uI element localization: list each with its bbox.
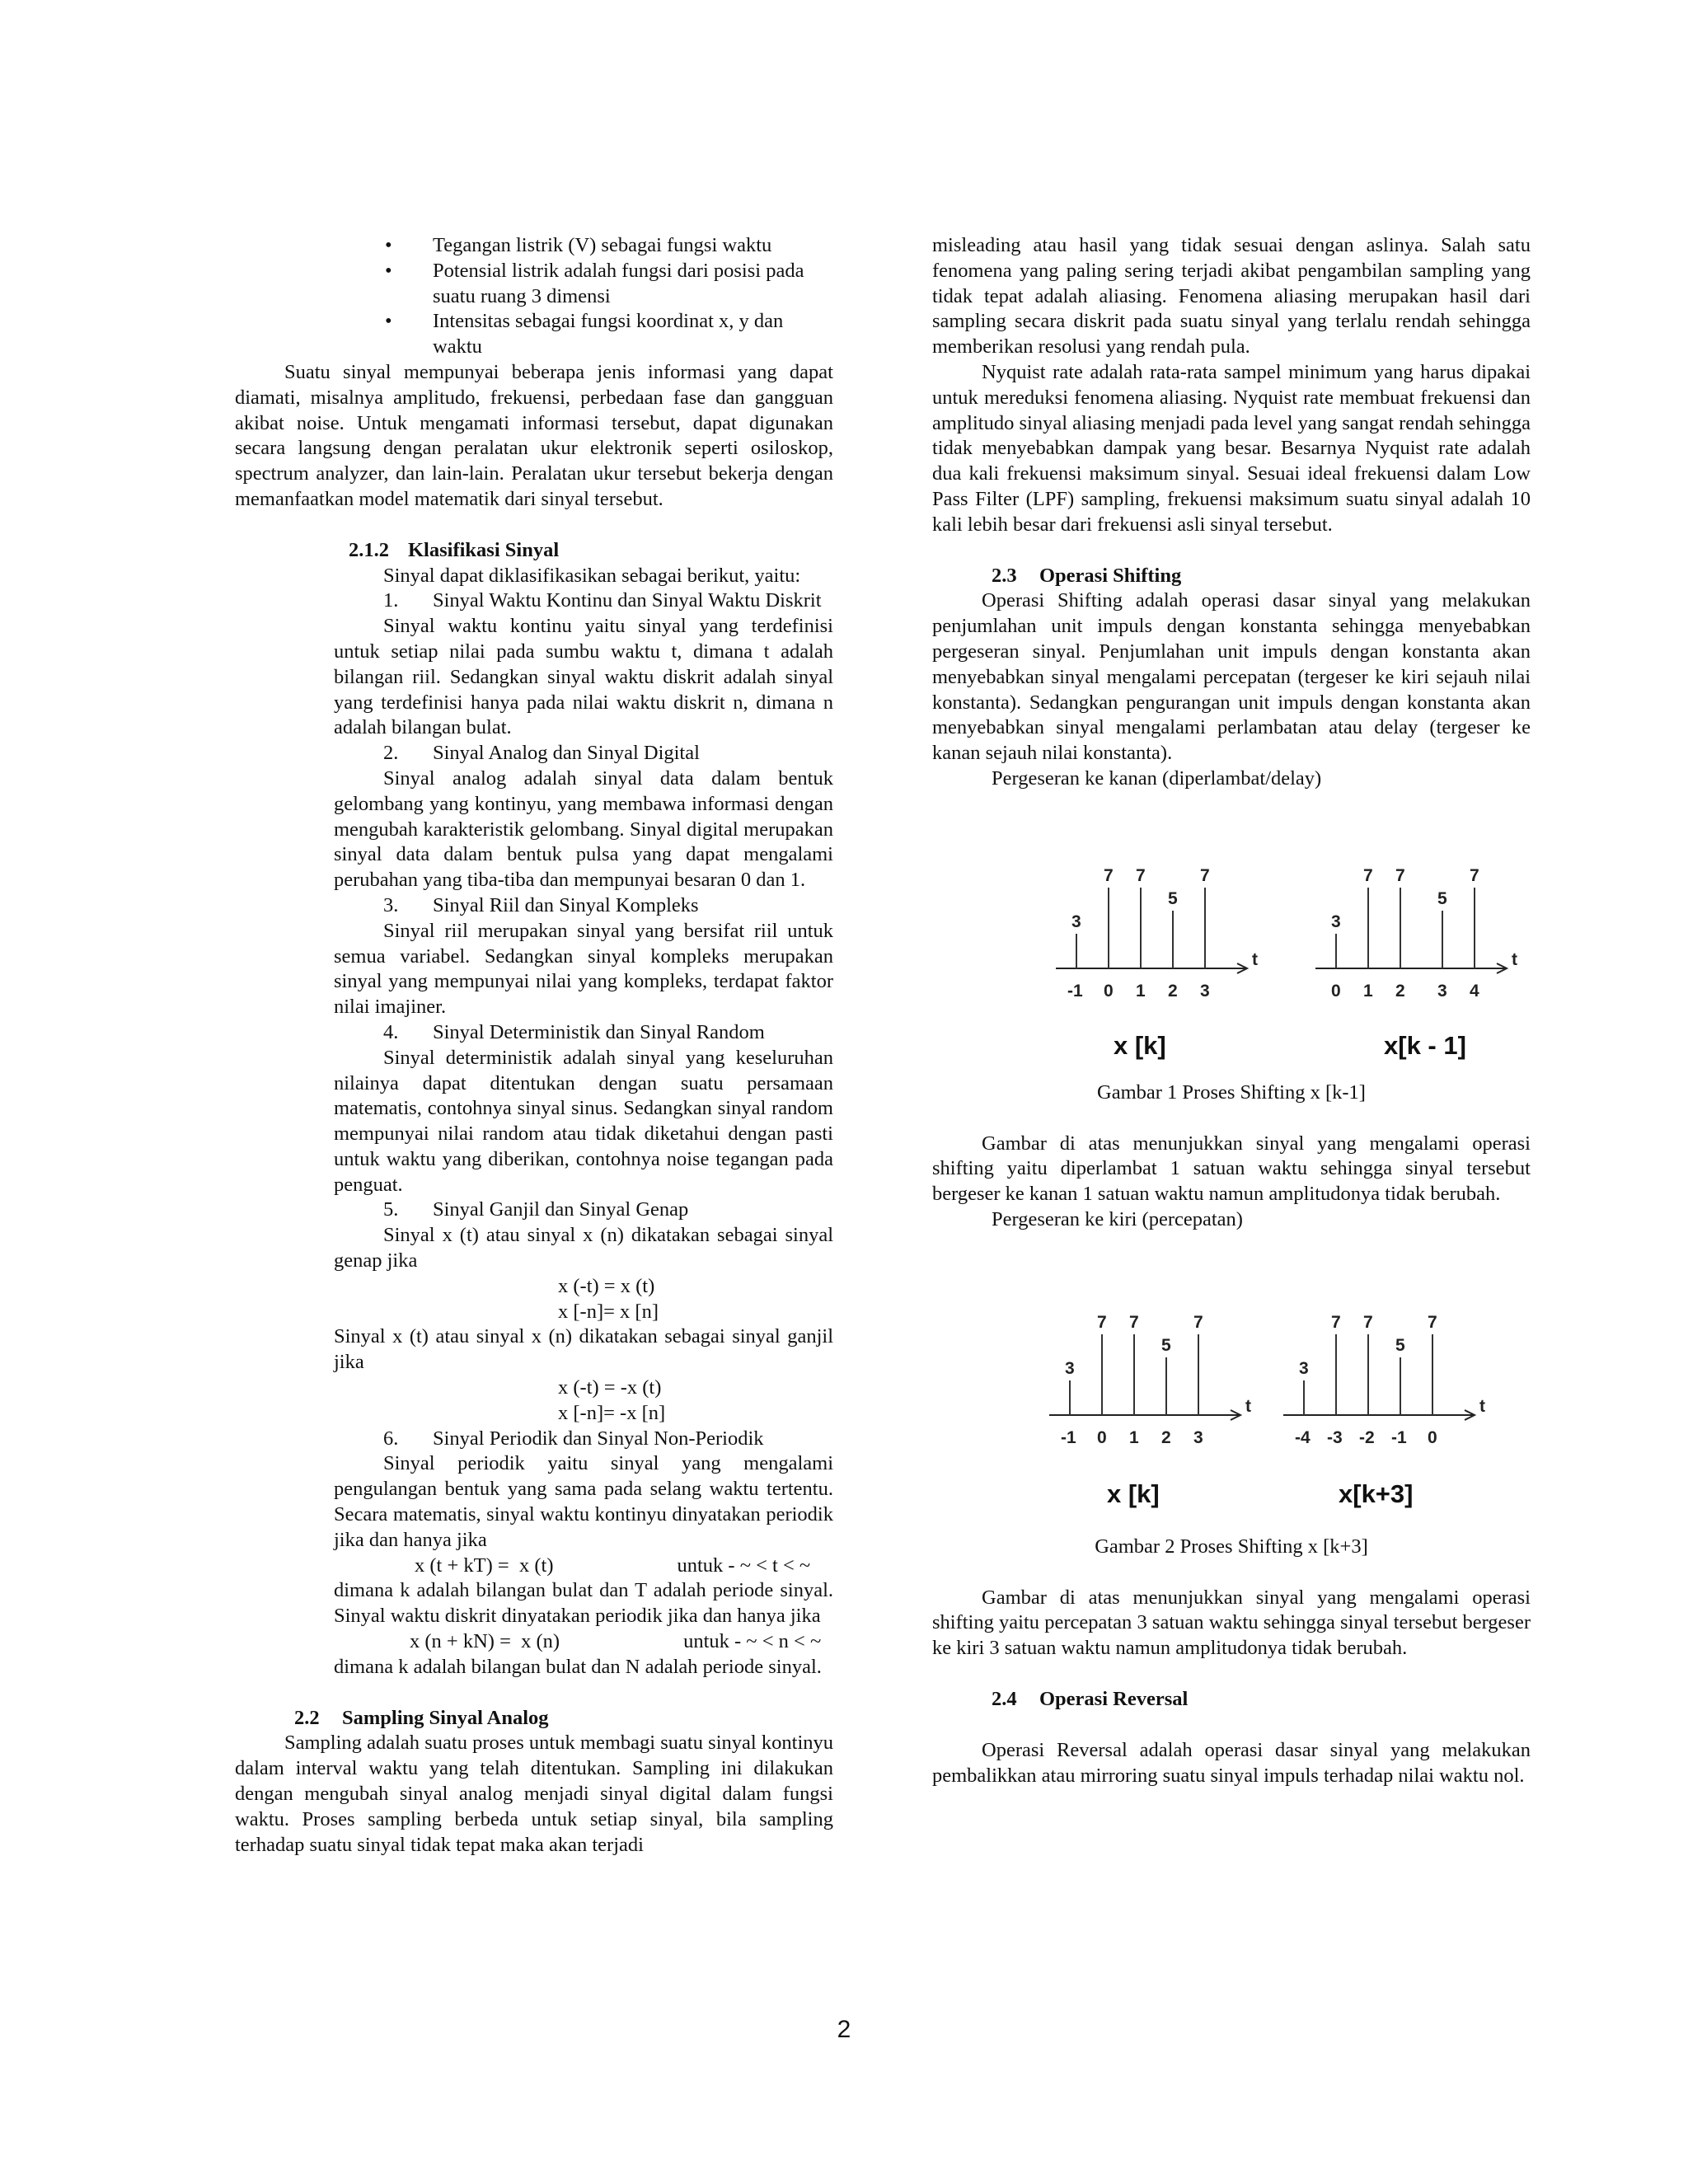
stem-value-label: 7 <box>1136 865 1146 885</box>
tick-label: 0 <box>1097 1427 1107 1447</box>
equation: x (-t) = -x (t) <box>558 1376 662 1399</box>
stem-value-label: 7 <box>1428 1312 1437 1332</box>
tick-label: 0 <box>1331 981 1341 1001</box>
list-item-body: Sinyal riil merupakan sinyal yang bersifat riil untuk semua variabel. Sedangkan sinyal kompleks merupakan sinyal yang mempunyai nilai yang kompleks, terdapat faktor nilai imajiner. <box>334 919 833 1019</box>
chart-title: x[k+3] <box>1339 1479 1414 1508</box>
stem-value-label: 3 <box>1065 1358 1075 1378</box>
tick-label: 3 <box>1437 981 1447 1001</box>
bullet-item: • Intensitas sebagai fungsi koordinat x, y dan waktu <box>385 310 784 359</box>
list-item-title: 1. Sinyal Waktu Kontinu dan Sinyal Waktu Diskrit <box>383 589 822 612</box>
stem-value-label: 5 <box>1168 888 1178 908</box>
section-heading-2-4: 2.4 Operasi Reversal <box>992 1687 1189 1710</box>
chart-title: x [k] <box>1114 1030 1166 1060</box>
left-column <box>235 233 833 1858</box>
stem-value-label: 3 <box>1331 912 1341 931</box>
stem-value-label: 7 <box>1363 1312 1373 1332</box>
tick-label: -2 <box>1359 1427 1375 1447</box>
equation: x [-n]= -x [n] <box>558 1401 666 1424</box>
chart-title: x[k - 1] <box>1384 1030 1466 1060</box>
list-item-title: 5. Sinyal Ganjil dan Sinyal Genap <box>383 1198 689 1221</box>
figure-2 <box>932 1233 1531 1535</box>
list-item-title: 2. Sinyal Analog dan Sinyal Digital <box>383 742 700 765</box>
list-item-body: Sinyal deterministik adalah sinyal yang keseluruhan nilainya dapat ditentukan dengan suatu persamaan matematis, contohnya sinyal sinus. Sedangkan sinyal random mempunyai nilai random atau tidak diketahui dengan pasti untuk waktu yang diberikan, contohnya noise tegangan pada penguat. <box>334 1046 833 1196</box>
equation: x (-t) = x (t) <box>558 1274 655 1297</box>
chart-title: x [k] <box>1107 1479 1160 1508</box>
list-item-title: 6. Sinyal Periodik dan Sinyal Non-Periodik <box>383 1427 764 1450</box>
section-heading-2-2: 2.2 Sampling Sinyal Analog <box>294 1706 549 1729</box>
periodic-text: Sinyal periodik yaitu sinyal yang mengalami pengulangan bentuk yang sama pada selang waktu tertentu. Secara matematis, sinyal waktu kontinyu dinyatakan periodik jika dan hanya jika <box>334 1452 833 1551</box>
even-signal-text: Sinyal x (t) atau sinyal x (n) dikatakan sebagai sinyal genap jika <box>334 1224 833 1272</box>
periodic-text-2: dimana k adalah bilangan bulat dan T adalah periode sinyal. Sinyal waktu diskrit dinyatakan periodik jika dan hanya jika <box>334 1579 833 1628</box>
stem-value-label: 5 <box>1437 888 1447 908</box>
stem-value-label: 7 <box>1193 1312 1203 1332</box>
stem-value-label: 7 <box>1097 1312 1107 1332</box>
tick-label: 2 <box>1161 1427 1171 1447</box>
tick-label: 1 <box>1363 981 1373 1001</box>
axis-label: t <box>1245 1396 1251 1416</box>
stem-chart <box>1056 866 1258 1060</box>
list-item-body: Sinyal waktu kontinu yaitu sinyal yang terdefinisi untuk setiap nilai pada sumbu waktu t, dimana t adalah bilangan riil. Sedangkan sinyal waktu diskrit adalah sinyal yang terdefinisi hanya pada nilai waktu diskrit n, dimana n adalah bilangan bulat. <box>334 615 833 739</box>
equation: x (t + kT) = x (t) untuk - ~ < t < ~ <box>415 1554 811 1577</box>
tick-label: 2 <box>1168 981 1178 1001</box>
equation: x [-n]= x [n] <box>558 1300 659 1323</box>
odd-signal-text: Sinyal x (t) atau sinyal x (n) dikatakan sebagai sinyal ganjil jika <box>334 1325 833 1374</box>
stem-value-label: 5 <box>1161 1335 1171 1355</box>
stem-chart <box>1049 1313 1251 1508</box>
stem-chart <box>1315 866 1517 1060</box>
tick-label: -1 <box>1391 1427 1407 1447</box>
page-number: 2 <box>837 2016 851 2043</box>
tick-label: 3 <box>1200 981 1210 1001</box>
periodic-text-3: dimana k adalah bilangan bulat dan N adalah periode sinyal. <box>334 1655 822 1678</box>
figure-1 <box>932 792 1531 1080</box>
axis-label: t <box>1479 1396 1485 1416</box>
stem-value-label: 5 <box>1395 1335 1405 1355</box>
shifting-paragraph: Operasi Shifting adalah operasi dasar sinyal yang melakukan penjumlahan unit impuls dengan konstanta sehingga menyebabkan pergeseran sinyal. Penjumlahan unit impuls dengan konstanta akan menyebabkan sinyal mengalami percepatan (tergeser ke kiri sejauh nilai konstanta). Sedangkan pengurangan unit impuls dengan konstanta akan menyebabkan sinyal mengalami perlambatan atau delay (tergeser ke kanan sejauh nilai konstanta). <box>932 589 1531 765</box>
tick-label: 1 <box>1136 981 1146 1001</box>
equation: x (n + kN) = x (n) untuk - ~ < n < ~ <box>410 1630 822 1653</box>
tick-label: -1 <box>1067 981 1083 1001</box>
continued-paragraph: misleading atau hasil yang tidak sesuai dengan aslinya. Salah satu fenomena yang paling sering terjadi akibat pengambilan sampling yang tidak tepat adalah aliasing. Fenomena aliasing merupakan hasil dari sampling secara diskrit pada suatu sinyal yang terlalu rendah sehingga memberikan resolusi yang rendah pula. <box>932 234 1531 359</box>
tick-label: 3 <box>1193 1427 1203 1447</box>
stem-chart <box>1283 1313 1485 1508</box>
stem-value-label: 3 <box>1071 912 1081 931</box>
tick-label: -1 <box>1061 1427 1076 1447</box>
stem-value-label: 7 <box>1331 1312 1341 1332</box>
figure-1-paragraph: Gambar di atas menunjukkan sinyal yang mengalami operasi shifting yaitu diperlambat 1 satuan waktu sehingga sinyal tersebut bergeser ke kanan 1 satuan waktu namun amplitudonya tidak berubah. <box>932 1132 1531 1206</box>
reversal-paragraph: Operasi Reversal adalah operasi dasar sinyal yang melakukan pembalikkan atau mirroring suatu sinyal impuls terhadap nilai waktu nol. <box>932 1738 1531 1787</box>
classification-intro: Sinyal dapat diklasifikasikan sebagai berikut, yaitu: <box>383 564 801 587</box>
stem-value-label: 7 <box>1395 865 1405 885</box>
section-heading-2-3: 2.3 Operasi Shifting <box>992 564 1182 587</box>
section-heading-2-1-2: 2.1.2 Klasifikasi Sinyal <box>349 538 560 561</box>
figure-2-caption: Gambar 2 Proses Shifting x [k+3] <box>1095 1535 1368 1558</box>
axis-label: t <box>1512 949 1517 969</box>
tick-label: 4 <box>1470 981 1479 1001</box>
stem-value-label: 7 <box>1104 865 1114 885</box>
bullet-item: • Tegangan listrik (V) sebagai fungsi waktu <box>385 234 772 256</box>
tick-label: 0 <box>1428 1427 1437 1447</box>
list-item-title: 4. Sinyal Deterministik dan Sinyal Random <box>383 1020 765 1043</box>
shift-right-label: Pergeseran ke kanan (diperlambat/delay) <box>992 766 1322 790</box>
tick-label: -3 <box>1327 1427 1343 1447</box>
stem-value-label: 7 <box>1363 865 1373 885</box>
tick-label: 2 <box>1395 981 1405 1001</box>
tick-label: 0 <box>1104 981 1114 1001</box>
stem-value-label: 7 <box>1200 865 1210 885</box>
stem-value-label: 3 <box>1299 1358 1309 1378</box>
intro-paragraph: Suatu sinyal mempunyai beberapa jenis informasi yang dapat diamati, misalnya amplitudo, frekuensi, perbedaan fase dan gangguan akibat noise. Untuk mengamati informasi tersebut, dapat digunakan secara langsung dengan peralatan ukur elektronik seperti osiloskop, spectrum analyzer, dan lain-lain. Peralatan ukur tersebut bekerja dengan memanfaatkan model matematik dari sinyal tersebut. <box>235 360 833 510</box>
list-item-body: Sinyal analog adalah sinyal data dalam bentuk gelombang yang kontinyu, yang membawa informasi dengan mengubah karakteristik gelombang. Sinyal digital merupakan sinyal data dalam bentuk pulsa yang dapat mengalami perubahan yang tiba-tiba dan mempunyai besaran 0 dan 1. <box>334 766 833 892</box>
tick-label: 1 <box>1129 1427 1139 1447</box>
stem-value-label: 7 <box>1470 865 1479 885</box>
figure-2-paragraph: Gambar di atas menunjukkan sinyal yang mengalami operasi shifting yaitu percepatan 3 satuan waktu sehingga sinyal tersebut bergeser ke kiri 3 satuan waktu namun amplitudonya tidak berubah. <box>932 1586 1531 1660</box>
figure-1-caption: Gambar 1 Proses Shifting x [k-1] <box>1097 1080 1366 1104</box>
bullet-item: • Potensial listrik adalah fungsi dari posisi pada suatu ruang 3 dimensi <box>385 259 804 307</box>
stem-value-label: 7 <box>1129 1312 1139 1332</box>
tick-label: -4 <box>1295 1427 1311 1447</box>
axis-label: t <box>1252 949 1258 969</box>
list-item-title: 3. Sinyal Riil dan Sinyal Kompleks <box>383 893 699 916</box>
right-column <box>932 233 1531 1788</box>
shift-left-label: Pergeseran ke kiri (percepatan) <box>992 1207 1243 1230</box>
sampling-paragraph: Sampling adalah suatu proses untuk membagi suatu sinyal kontinyu dalam interval waktu yang telah ditentukan. Sampling ini dilakukan dengan mengubah sinyal analog menjadi sinyal digital dalam fungsi waktu. Proses sampling berbeda untuk setiap sinyal, bila sampling terhadap suatu sinyal tidak tepat maka akan terjadi <box>235 1732 833 1856</box>
nyquist-paragraph: Nyquist rate adalah rata-rata sampel minimum yang harus dipakai untuk mereduksi fenomena aliasing. Nyquist rate membuat frekuensi dan amplitudo sinyal aliasing menjadi pada level yang sangat rendah sehingga tidak menyebabkan dampak yang besar. Besarnya Nyquist rate adalah dua kali frekuensi maksimum sinyal. Sesuai ideal frekuensi dalam Low Pass Filter (LPF) sampling, frekuensi maksimum suatu sinyal adalah 10 kali lebih besar dari frekuensi asli sinyal tersebut. <box>932 360 1531 536</box>
